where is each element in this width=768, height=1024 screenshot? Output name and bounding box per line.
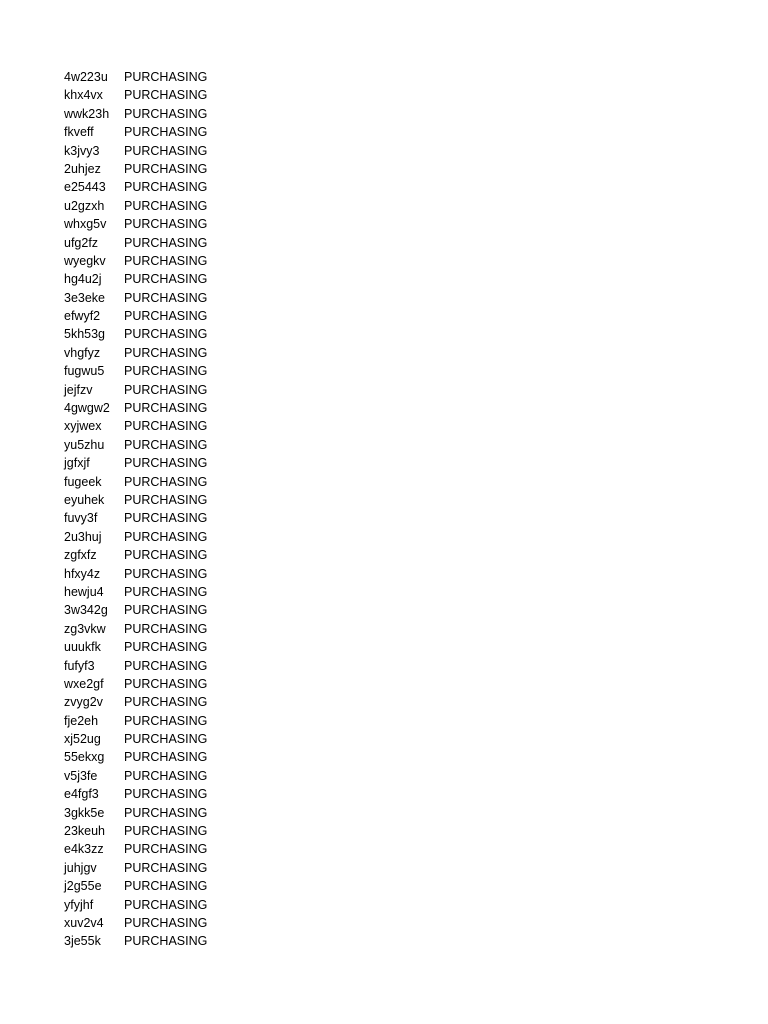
row-code: fugwu5	[64, 364, 105, 379]
row-department: PURCHASING	[124, 364, 208, 379]
row-code: yu5zhu	[64, 437, 105, 452]
row-department: PURCHASING	[124, 603, 208, 618]
row-code: eyuhek	[64, 492, 105, 507]
row-department: PURCHASING	[124, 787, 208, 802]
row-code: wwk23h	[64, 106, 110, 121]
row-department: PURCHASING	[124, 419, 208, 434]
row-department: PURCHASING	[124, 640, 208, 655]
table-row	[64, 105, 284, 123]
table-row	[64, 454, 284, 472]
row-department: PURCHASING	[124, 456, 208, 471]
row-code: 3gkk5e	[64, 805, 105, 820]
row-department: PURCHASING	[124, 382, 208, 397]
row-department: PURCHASING	[124, 824, 208, 839]
row-code: 23keuh	[64, 824, 106, 839]
row-department: PURCHASING	[124, 327, 208, 342]
row-code: hewju4	[64, 584, 104, 599]
table-row	[64, 436, 284, 454]
row-department: PURCHASING	[124, 750, 208, 765]
row-code: 2u3huj	[64, 529, 102, 544]
row-code: zgfxfz	[64, 548, 97, 563]
row-code: e4k3zz	[64, 842, 104, 857]
row-code: wxe2gf	[64, 676, 104, 691]
table-row	[64, 68, 284, 86]
table-row	[64, 325, 284, 343]
row-code: efwyf2	[64, 309, 101, 324]
table-row	[64, 657, 284, 675]
row-department: PURCHASING	[124, 658, 208, 673]
row-department: PURCHASING	[124, 492, 208, 507]
table-row	[64, 840, 284, 858]
row-code: fugeek	[64, 474, 102, 489]
row-department: PURCHASING	[124, 566, 208, 581]
row-code: xj52ug	[64, 732, 101, 747]
row-department: PURCHASING	[124, 198, 208, 213]
row-department: PURCHASING	[124, 143, 208, 158]
row-code: ufg2fz	[64, 235, 99, 250]
table-row	[64, 914, 284, 932]
row-code: jejfzv	[64, 382, 93, 397]
table-row	[64, 620, 284, 638]
table-row	[64, 583, 284, 601]
table-row	[64, 215, 284, 233]
row-department: PURCHASING	[124, 474, 208, 489]
row-department: PURCHASING	[124, 860, 208, 875]
table-row	[64, 932, 284, 950]
table-row	[64, 399, 284, 417]
row-code: fje2eh	[64, 713, 99, 728]
row-department: PURCHASING	[124, 548, 208, 563]
row-code: whxg5v	[64, 217, 107, 232]
row-code: xyjwex	[64, 419, 102, 434]
row-code: vhgfyz	[64, 345, 101, 360]
row-code: jgfxjf	[64, 456, 90, 471]
row-code: e4fgf3	[64, 787, 99, 802]
row-code: 2uhjez	[64, 161, 101, 176]
row-department: PURCHASING	[124, 915, 208, 930]
row-department: PURCHASING	[124, 345, 208, 360]
table-row	[64, 693, 284, 711]
row-code: khx4vx	[64, 88, 103, 103]
table-row	[64, 822, 284, 840]
row-department: PURCHASING	[124, 253, 208, 268]
row-code: 3e3eke	[64, 290, 106, 305]
row-department: PURCHASING	[124, 676, 208, 691]
row-code: hfxy4z	[64, 566, 101, 581]
row-code: j2g55e	[64, 879, 102, 894]
table-row	[64, 730, 284, 748]
row-department: PURCHASING	[124, 125, 208, 140]
row-department: PURCHASING	[124, 309, 208, 324]
table-row	[64, 877, 284, 895]
row-department: PURCHASING	[124, 217, 208, 232]
row-department: PURCHASING	[124, 879, 208, 894]
row-code: e25443	[64, 180, 106, 195]
table-row	[64, 178, 284, 196]
table-row	[64, 785, 284, 803]
row-department: PURCHASING	[124, 180, 208, 195]
code-department-list	[64, 68, 284, 951]
row-department: PURCHASING	[124, 290, 208, 305]
table-row	[64, 767, 284, 785]
row-department: PURCHASING	[124, 713, 208, 728]
table-row	[64, 381, 284, 399]
row-code: 55ekxg	[64, 750, 105, 765]
table-row	[64, 491, 284, 509]
table-row	[64, 252, 284, 270]
row-code: fuvy3f	[64, 511, 98, 526]
table-row	[64, 160, 284, 178]
row-code: zvyg2v	[64, 695, 103, 710]
row-code: 5kh53g	[64, 327, 106, 342]
row-department: PURCHASING	[124, 437, 208, 452]
row-department: PURCHASING	[124, 70, 208, 84]
table-row	[64, 234, 284, 252]
row-department: PURCHASING	[124, 106, 208, 121]
row-code: u2gzxh	[64, 198, 105, 213]
table-row	[64, 565, 284, 583]
row-department: PURCHASING	[124, 272, 208, 287]
row-department: PURCHASING	[124, 235, 208, 250]
row-code: 4w223u	[64, 70, 108, 84]
table-row	[64, 546, 284, 564]
table-row	[64, 473, 284, 491]
row-code: v5j3fe	[64, 768, 98, 783]
table-row	[64, 509, 284, 527]
row-department: PURCHASING	[124, 511, 208, 526]
row-department: PURCHASING	[124, 695, 208, 710]
row-code: hg4u2j	[64, 272, 102, 287]
table-row	[64, 896, 284, 914]
row-code: k3jvy3	[64, 143, 100, 158]
table-row	[64, 270, 284, 288]
row-code: xuv2v4	[64, 915, 104, 930]
row-department: PURCHASING	[124, 621, 208, 636]
table-row	[64, 675, 284, 693]
table-row	[64, 859, 284, 877]
row-code: fkveff	[64, 125, 94, 140]
table-row	[64, 307, 284, 325]
row-department: PURCHASING	[124, 732, 208, 747]
row-code: fufyf3	[64, 658, 95, 673]
row-code: 4gwgw2	[64, 401, 110, 416]
table-row	[64, 289, 284, 307]
table-row	[64, 86, 284, 104]
row-department: PURCHASING	[124, 934, 208, 949]
table-row	[64, 638, 284, 656]
row-code: zg3vkw	[64, 621, 106, 636]
row-department: PURCHASING	[124, 842, 208, 857]
table-row	[64, 123, 284, 141]
row-department: PURCHASING	[124, 161, 208, 176]
table-row	[64, 804, 284, 822]
row-code: 3w342g	[64, 603, 108, 618]
row-department: PURCHASING	[124, 401, 208, 416]
table-row	[64, 601, 284, 619]
row-code: wyegkv	[64, 253, 106, 268]
table-row	[64, 197, 284, 215]
row-department: PURCHASING	[124, 529, 208, 544]
row-department: PURCHASING	[124, 768, 208, 783]
row-department: PURCHASING	[124, 897, 208, 912]
table-row	[64, 528, 284, 546]
row-department: PURCHASING	[124, 584, 208, 599]
table-row	[64, 344, 284, 362]
table-row	[64, 748, 284, 766]
table-row	[64, 362, 284, 380]
table-row	[64, 417, 284, 435]
table-row	[64, 142, 284, 160]
row-department: PURCHASING	[124, 88, 208, 103]
row-code: uuukfk	[64, 640, 101, 655]
row-code: yfyjhf	[64, 897, 94, 912]
row-department: PURCHASING	[124, 805, 208, 820]
row-code: juhjgv	[64, 860, 97, 875]
table-row	[64, 712, 284, 730]
row-code: 3je55k	[64, 934, 101, 949]
